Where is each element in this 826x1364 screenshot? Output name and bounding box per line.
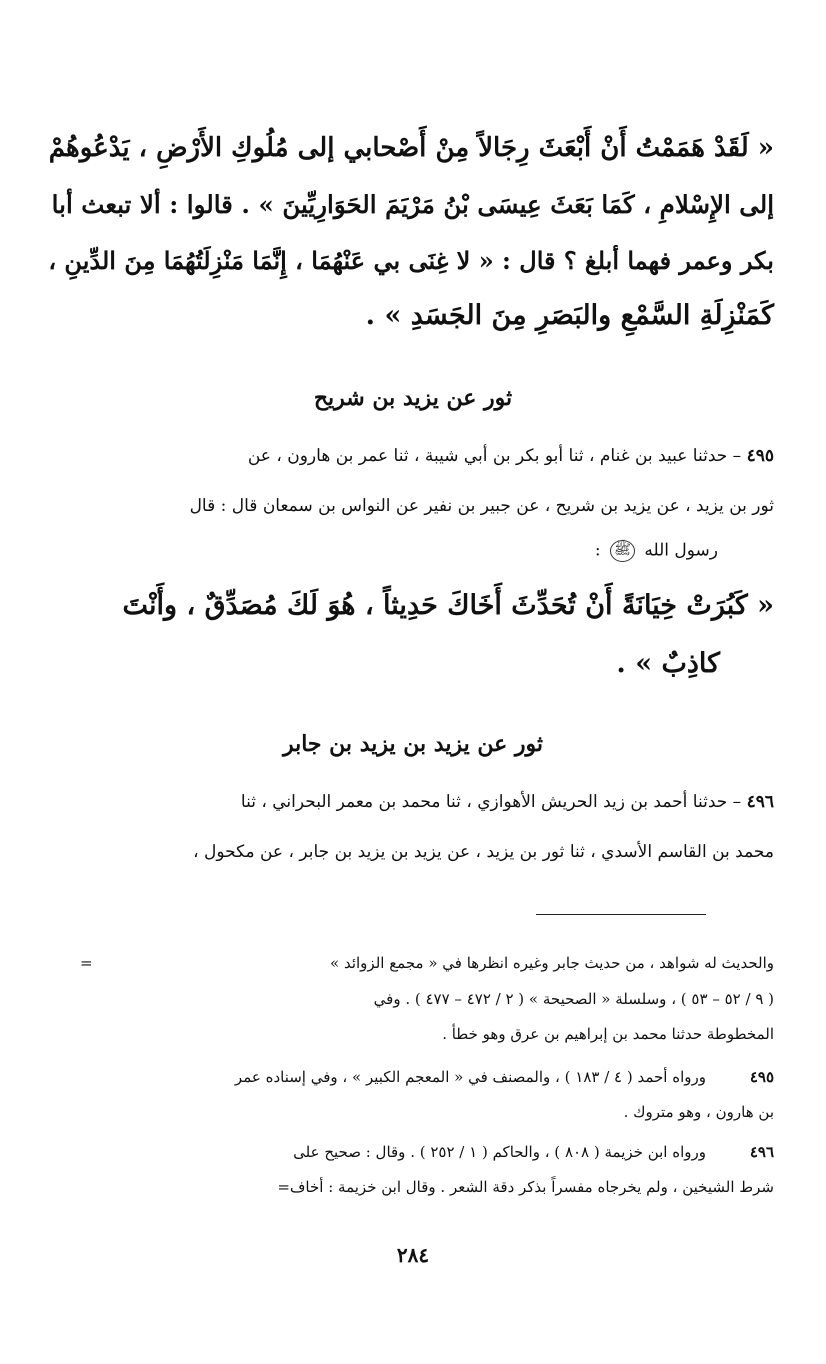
footnote-496-line-2: شرط الشيخين ، ولم يخرجاه مفسراً بذكر دقة الشعر . وقال ابن خزيمة : أخاف= — [277, 1178, 774, 1196]
hadith-496-line-2: محمد بن القاسم الأسدي ، ثنا ثور بن يزيد ، عن يزيد بن يزيد بن جابر ، عن مكحول ، — [193, 842, 774, 862]
hadith-495-line-2: ثور بن يزيد ، عن يزيد بن شريح ، عن جبير بن نفير عن النواس بن سمعان قال : قال — [189, 496, 774, 516]
footnote-number-495: ٤٩٥ — [749, 1068, 774, 1086]
section-heading-2: ثور عن يزيد بن يزيد بن جابر — [282, 731, 544, 757]
page-number: ٢٨٤ — [396, 1243, 430, 1267]
footnote-continuation-line-3: المخطوطة حدثنا محمد بن إبراهيم بن عرق وهو خطأ . — [442, 1025, 774, 1043]
hadith-495-line-3 — [595, 540, 718, 562]
footnote-continuation-line-2: ( ٩ / ٥٢ – ٥٣ ) ، وسلسلة « الصحيحة » ( ٢ / ٤٧٢ – ٤٧٧ ) . وفي — [373, 990, 774, 1008]
hadith-495-quote-1: « كَبُرَتْ خِيَانَةً أَنْ تُحَدِّثَ أَخَاكَ حَدِيثاً ، هُوَ لَكَ مُصَدِّقٌ ، وأَنْتَ — [122, 590, 774, 621]
continuation-mark: = — [80, 954, 93, 972]
hadith-495-line-1 — [248, 446, 774, 466]
hadith-text: – حدثنا عبيد بن غنام ، ثنا أبو بكر بن أبي شيبة ، ثنا عمر بن هارون ، عن — [247, 446, 742, 466]
hadith-number: ٤٩٥ — [746, 446, 774, 466]
hadith-496-line-1 — [241, 792, 774, 812]
footnote-496-line-1: ورواه ابن خزيمة ( ٨٠٨ ) ، والحاكم ( ١ / ٢٥٢ ) . وقال : صحيح على — [293, 1143, 706, 1161]
quote-line-3: بكر وعمر فهما أبلغ ؟ قال : « لا غِنَى بي عَنْهُمَا ، إِنَّمَا مَنْزِلَتُهُمَا مِنَ الدِّينِ ، — [48, 246, 774, 275]
colon: : — [594, 540, 601, 561]
footnote-495-line-1: ورواه أحمد ( ٤ / ١٨٣ ) ، والمصنف في « المعجم الكبير » ، وفي إسناده عمر — [234, 1068, 706, 1086]
quote-line-1: « لَقَدْ هَمَمْتُ أَنْ أَبْعَثَ رِجَالاً مِنْ أَصْحابي إلى مُلُوكِ الأَرْضِ ، يَدْعُوهُمْ — [48, 133, 774, 163]
hadith-number: ٤٩٦ — [746, 792, 774, 812]
quote-line-2: إلى الإِسْلامِ ، كَمَا بَعَثَ عِيسَى بْنُ مَرْيَمَ الحَوَارِيِّينَ » . قالوا : ألا تبعث أبا — [51, 190, 774, 219]
section-heading-1: ثور عن يزيد بن شريح — [313, 385, 513, 411]
footnote-number-496: ٤٩٦ — [749, 1143, 774, 1161]
hadith-text: رسول الله — [644, 540, 718, 561]
footnote-495-line-2: بن هارون ، وهو متروك . — [623, 1103, 774, 1121]
footnote-text: والحديث له شواهد ، من حديث جابر وغيره انظرها في « مجمع الزوائد » — [330, 954, 774, 972]
hadith-text: – حدثنا أحمد بن زيد الحريش الأهوازي ، ثنا محمد بن معمر البحراني ، ثنا — [240, 792, 742, 812]
footnote-separator — [536, 914, 706, 915]
hadith-495-quote-2: كاذِبٌ » . — [616, 648, 720, 679]
salawat-icon: ﷺ — [610, 540, 635, 562]
quote-line-4: كَمَنْزِلَةِ السَّمْعِ والبَصَرِ مِنَ الجَسَدِ » . — [365, 300, 774, 331]
footnote-continuation-line-1 — [330, 954, 774, 972]
